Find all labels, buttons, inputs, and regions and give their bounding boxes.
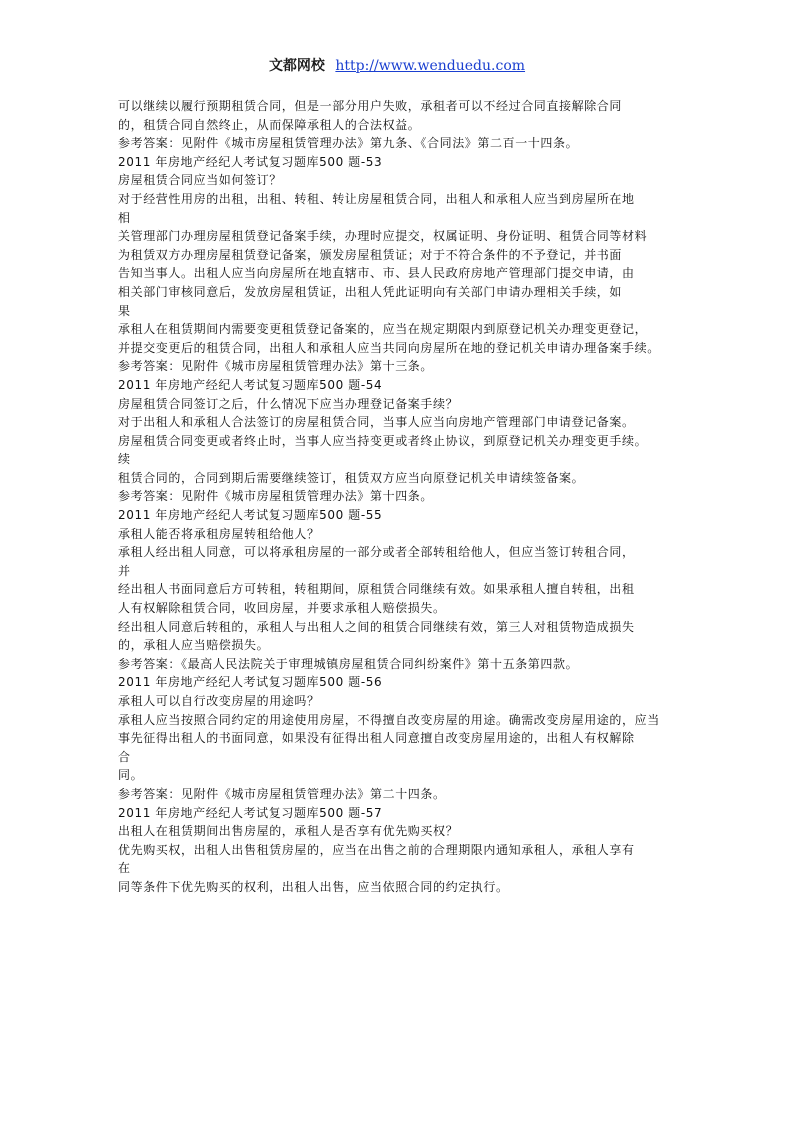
text-line: 为租赁双方办理房屋租赁登记备案，颁发房屋租赁证；对于不符合条件的不予登记，并书面 xyxy=(118,247,623,262)
page-header xyxy=(0,56,794,76)
text-line: 参考答案：见附件《城市房屋租赁管理办法》第九条、《合同法》第二百一十四条。 xyxy=(118,136,579,151)
text-line: 承租人可以自行改变房屋的用途吗？ xyxy=(118,694,320,708)
text-line: 并提交变更后的租赁合同，出租人和承租人应当共同向房屋所在地的登记机关申请办理备案手续。 xyxy=(118,340,660,355)
text-line: 2011 年房地产经纪人考试复习题库500 题-53 xyxy=(118,154,383,169)
text-line: 出租人在租赁期间出售房屋的，承租人是否享有优先购买权？ xyxy=(118,824,459,839)
text-line: 人有权解除租赁合同，收回房屋，并要求承租人赔偿损失。 xyxy=(118,601,446,616)
text-line: 的，租赁合同自然终止，从而保障承租人的合法权益。 xyxy=(118,117,421,132)
text-line: 果 xyxy=(118,303,131,318)
text-line: 经出租人书面同意后方可转租，转租期间，原租赁合同继续有效。如果承租人擅自转租，出租 xyxy=(118,582,635,597)
text-line: 经出租人同意后转租的，承租人与出租人之间的租赁合同继续有效，第三人对租赁物造成损失 xyxy=(118,619,635,634)
document-body xyxy=(118,97,678,897)
text-line: 房屋租赁合同签订之后，什么情况下应当办理登记备案手续？ xyxy=(118,396,459,411)
text-line: 同等条件下优先购买的权利，出租人出售，应当依照合同的约定执行。 xyxy=(118,879,509,894)
text-line: 房屋租赁合同变更或者终止时，当事人应当持变更或者终止协议，到原登记机关办理变更手续。 xyxy=(118,433,648,448)
text-line: 2011 年房地产经纪人考试复习题库500 题-54 xyxy=(118,377,383,392)
text-line: 承租人应当按照合同约定的用途使用房屋，不得擅自改变房屋的用途。确需改变房屋用途的，应当 xyxy=(118,712,660,727)
text-line: 优先购买权，出租人出售租赁房屋的，应当在出售之前的合理期限内通知承租人，承租人享有 xyxy=(118,842,635,857)
text-line: 参考答案：《最高人民法院关于审理城镇房屋租赁合同纠纷案件》第十五条第四款。 xyxy=(118,656,579,671)
text-line: 承租人经出租人同意，可以将承租房屋的一部分或者全部转租给他人，但应当签订转租合同， xyxy=(118,545,635,560)
site-url-link[interactable]: http://www.wenduedu.com xyxy=(335,58,526,74)
text-line: 参考答案：见附件《城市房屋租赁管理办法》第十四条。 xyxy=(118,489,434,504)
text-line: 相 xyxy=(118,210,131,225)
text-line: 关管理部门办理房屋租赁登记备案手续，办理时应提交，权属证明、身份证明、租赁合同等材料 xyxy=(118,229,648,244)
text-line: 事先征得出租人的书面同意，如果没有征得出租人同意擅自改变房屋用途的，出租人有权解除 xyxy=(118,731,635,746)
text-line: 承租人能否将承租房屋转租给他人？ xyxy=(118,526,320,541)
text-line: 在 xyxy=(118,861,131,876)
text-line: 告知当事人。出租人应当向房屋所在地直辖市、市、县人民政府房地产管理部门提交申请，由 xyxy=(118,266,635,281)
text-line: 并 xyxy=(118,563,131,578)
text-line: 可以继续以履行预期租赁合同，但是一部分用户失败，承租者可以不经过合同直接解除合同 xyxy=(118,99,623,113)
text-line: 同。 xyxy=(118,768,144,783)
text-line: 对于经营性用房的出租，出租、转租、转让房屋租赁合同，出租人和承租人应当到房屋所在地 xyxy=(118,191,635,206)
text-line: 承租人在租赁期间内需要变更租赁登记备案的，应当在规定期限内到原登记机关办理变更登记， xyxy=(118,322,648,337)
text-line: 续 xyxy=(118,452,131,467)
text-line: 租赁合同的，合同到期后需要继续签订，租赁双方应当向原登记机关申请续签备案。 xyxy=(118,470,585,485)
text-line: 参考答案：见附件《城市房屋租赁管理办法》第二十四条。 xyxy=(118,786,446,801)
text-line: 2011 年房地产经纪人考试复习题库500 题-56 xyxy=(118,675,383,690)
text-line: 合 xyxy=(118,749,131,764)
site-brand: 文都网校 xyxy=(268,58,325,74)
text-line: 相关部门审核同意后，发放房屋租赁证，出租人凭此证明向有关部门申请办理相关手续，如 xyxy=(118,284,623,299)
text-line: 2011 年房地产经纪人考试复习题库500 题-55 xyxy=(118,508,383,523)
text-line: 的，承租人应当赔偿损失。 xyxy=(118,638,270,653)
text-line: 参考答案：见附件《城市房屋租赁管理办法》第十三条。 xyxy=(118,359,434,374)
text-line: 2011 年房地产经纪人考试复习题库500 题-57 xyxy=(118,805,383,820)
text-line: 房屋租赁合同应当如何签订？ xyxy=(118,173,282,188)
text-line: 对于出租人和承租人合法签订的房屋租赁合同，当事人应当向房地产管理部门申请登记备案。 xyxy=(118,415,635,430)
